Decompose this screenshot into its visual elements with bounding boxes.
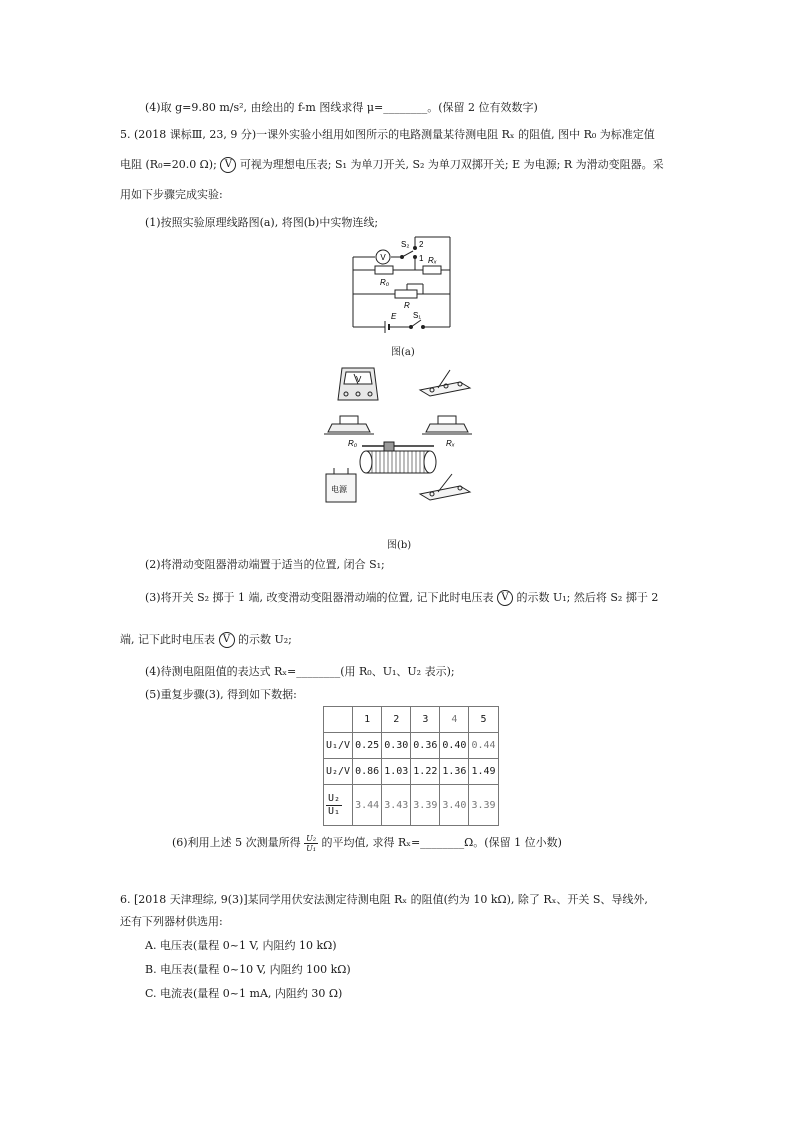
q6-option-b: B. 电压表(量程 0~10 V, 内阻约 100 kΩ): [145, 963, 351, 976]
row-label-ratio: [324, 785, 353, 826]
table-cell: 0.36: [411, 733, 440, 759]
table-col-header: 1: [353, 707, 382, 733]
step6-text-b: 的平均值, 求得 Rₓ=________Ω。(保留 1 位小数): [321, 836, 562, 849]
q5-stem-line2-rest: 可视为理想电压表; S₁ 为单刀开关, S₂ 为单刀双掷开关; E 为电源; R 为滑动变阻器。采: [239, 158, 664, 171]
circuit-pos1-label: 1: [419, 254, 424, 263]
q5-stem-line3: 用如下步骤完成实验:: [120, 188, 223, 201]
circuit-v-label: V: [380, 253, 386, 262]
apparatus-power-label: 电源: [331, 485, 347, 494]
circuit-r0-label: R₀: [380, 278, 390, 287]
step6: [172, 832, 562, 854]
ratio-denominator: U₁: [328, 805, 341, 817]
table-corner: [324, 707, 353, 733]
table-cell: 1.22: [411, 759, 440, 785]
table-col-header: 5: [469, 707, 498, 733]
apparatus-figure: [320, 362, 480, 512]
circuit-rx-label: Rₓ: [428, 256, 437, 265]
step3-line1: [145, 590, 658, 606]
apparatus-r0-label: R₀: [348, 439, 358, 448]
step3-text-c: 端, 记下此时电压表: [120, 633, 215, 646]
apparatus-v-label: V: [356, 375, 362, 384]
step6-fraction: [304, 834, 318, 853]
circuit-s2-label: S₂: [401, 240, 410, 249]
step4: (4)待测电阻阻值的表达式 Rₓ=________(用 R₀、U₁、U₂ 表示);: [145, 665, 455, 678]
q6-option-c: C. 电流表(量程 0~1 mA, 内阻约 30 Ω): [145, 987, 343, 1000]
step3-line2: [120, 632, 292, 648]
fig-a-caption: 图(a): [391, 347, 415, 358]
q6-option-a: A. 电压表(量程 0~1 V, 内阻约 10 kΩ): [145, 939, 337, 952]
step2: (2)将滑动变阻器滑动端置于适当的位置, 闭合 S₁;: [145, 558, 385, 571]
q5-stem-line2: [120, 157, 664, 173]
circuit-diagram: [345, 232, 455, 337]
table-cell: 3.40: [440, 785, 469, 826]
table-cell: 0.30: [382, 733, 411, 759]
step3-text-a: (3)将开关 S₂ 掷于 1 端, 改变滑动变阻器滑动端的位置, 记下此时电压表: [145, 591, 494, 604]
table-header-row: [324, 707, 499, 733]
q5-r0-text: 电阻 (R₀=20.0 Ω);: [120, 158, 217, 171]
step1: (1)按照实验原理线路图(a), 将图(b)中实物连线;: [145, 216, 379, 229]
table-cell: 1.49: [469, 759, 498, 785]
voltmeter-symbol-3: V: [219, 632, 235, 648]
ratio-numerator: U₂: [328, 792, 341, 804]
table-cell: 1.03: [382, 759, 411, 785]
step3-text-d: 的示数 U₂;: [238, 633, 292, 646]
table-col-header: 4: [440, 707, 469, 733]
ratio-fraction: [326, 793, 342, 818]
step6-numerator: U₂: [306, 833, 317, 843]
step6-denominator: U₁: [306, 843, 317, 853]
table-cell: 0.40: [440, 733, 469, 759]
table-cell: 3.43: [382, 785, 411, 826]
voltmeter-symbol: V: [220, 157, 236, 173]
table-cell: 0.44: [469, 733, 498, 759]
q6-stem-line2: 还有下列器材供选用:: [120, 915, 223, 928]
step3-text-b: 的示数 U₁; 然后将 S₂ 掷于 2: [516, 591, 659, 604]
step6-text-a: (6)利用上述 5 次测量所得: [172, 836, 301, 849]
step5: (5)重复步骤(3), 得到如下数据:: [145, 688, 297, 701]
apparatus-rx-label: Rₓ: [446, 439, 455, 448]
table-row: [324, 785, 499, 826]
table-cell: 3.39: [469, 785, 498, 826]
table-col-header: 2: [382, 707, 411, 733]
table-col-header: 3: [411, 707, 440, 733]
table-cell: 3.44: [353, 785, 382, 826]
table-row: [324, 733, 499, 759]
row-label-u1: U₁/V: [324, 733, 353, 759]
q4-line: (4)取 g=9.80 m/s², 由绘出的 f-m 图线求得 μ=________。(保留 2 位有效数字): [145, 101, 538, 114]
table-row: [324, 759, 499, 785]
data-table: [323, 706, 499, 826]
table-cell: 0.25: [353, 733, 382, 759]
q5-stem-line1: 5. (2018 课标Ⅲ, 23, 9 分)一课外实验小组用如图所示的电路测量某待测电阻 Rₓ 的阻值, 图中 R₀ 为标准定值: [120, 128, 655, 141]
circuit-e-label: E: [391, 312, 397, 321]
voltmeter-symbol-2: V: [497, 590, 513, 606]
table-cell: 3.39: [411, 785, 440, 826]
circuit-pos2-label: 2: [419, 240, 424, 249]
fig-b-caption: 图(b): [387, 540, 412, 551]
circuit-r-label: R: [404, 301, 410, 310]
q6-stem-line1: 6. [2018 天津理综, 9(3)]某同学用伏安法测定待测电阻 Rₓ 的阻值(约为 10 kΩ), 除了 Rₓ、开关 S、导线外,: [120, 893, 648, 906]
circuit-s1-label: S₁: [413, 311, 422, 320]
table-cell: 1.36: [440, 759, 469, 785]
table-cell: 0.86: [353, 759, 382, 785]
row-label-u2: U₂/V: [324, 759, 353, 785]
